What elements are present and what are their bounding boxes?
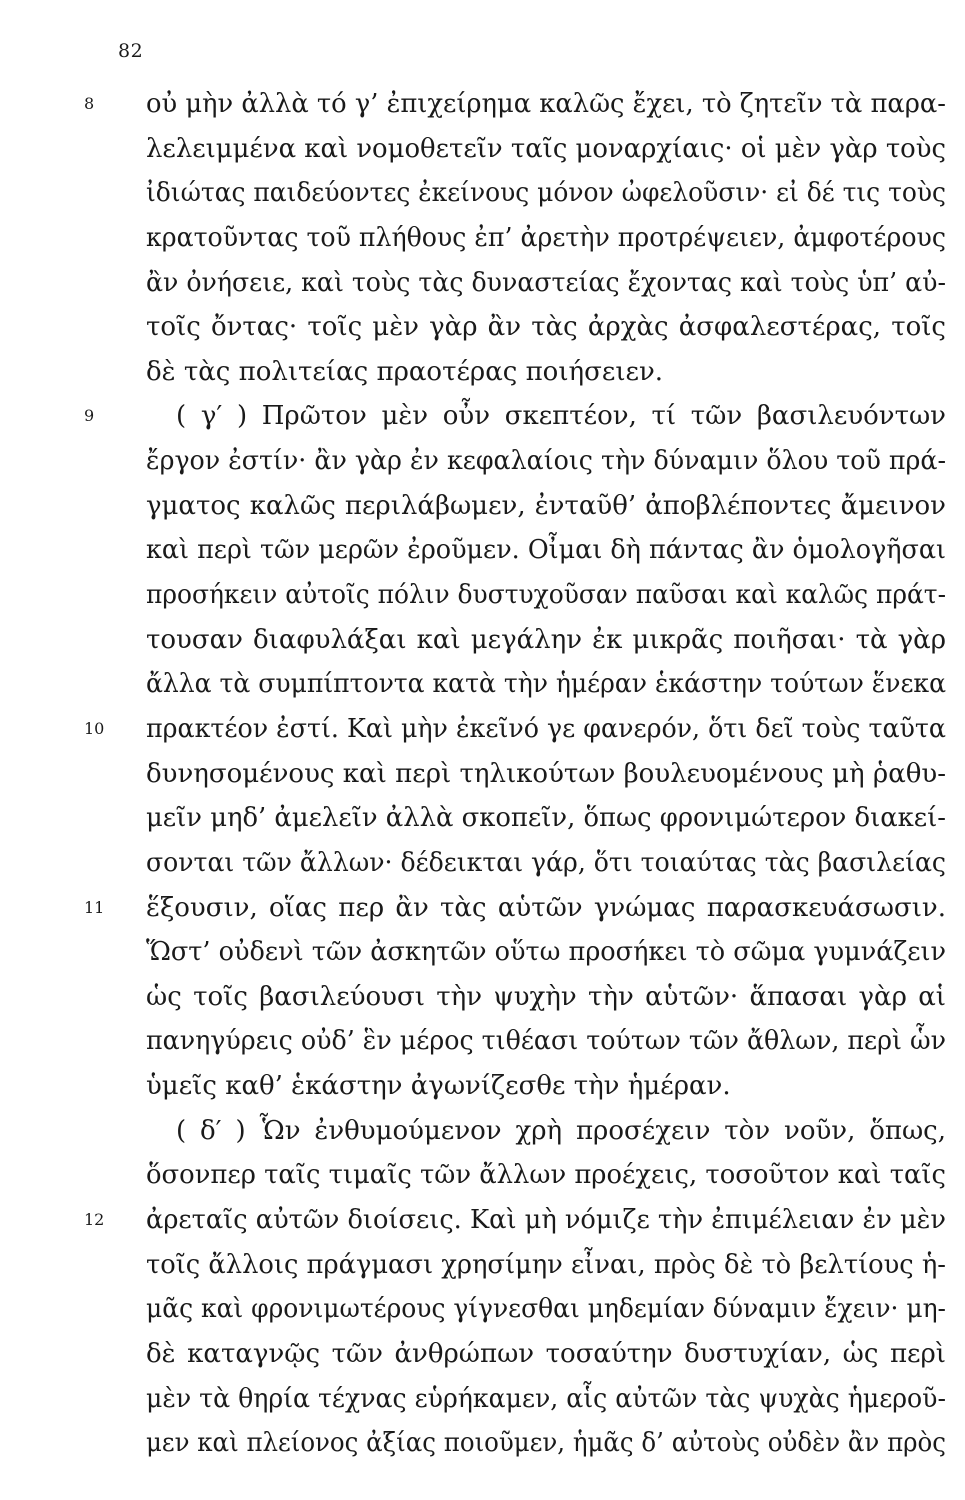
text-line (146, 171, 946, 216)
text-line (146, 1064, 946, 1109)
line-text: ἰδιώτας παιδεύοντες ἐκείνους μόνον ὠφελοῦσιν· εἰ δέ τις τοὺς (146, 178, 946, 209)
text-line (146, 350, 946, 395)
text-line (146, 216, 946, 261)
text-line (146, 1421, 946, 1466)
text-line (146, 439, 946, 484)
section-number: 9 (84, 406, 95, 426)
line-text: τοῖς ἄλλοις πράγμασι χρησίμην εἶναι, πρὸς δὲ τὸ βελτίους ἡ- (146, 1249, 946, 1280)
text-line (146, 305, 946, 350)
line-text: λελειμμένα καὶ νομοθετεῖν ταῖς μοναρχίαις· οἱ μὲν γὰρ τοὺς (146, 133, 946, 164)
text-line (84, 1198, 946, 1243)
line-text: πρακτέον ἐστί. Καὶ μὴν ἐκεῖνό γε φανερόν, ὅτι δεῖ τοὺς ταῦτα (146, 713, 946, 744)
line-text: μᾶς καὶ φρονιμωτέρους γίγνεσθαι μηδεμίαν δύναμιν ἔχειν· μη- (146, 1294, 946, 1325)
text-line (146, 1109, 946, 1154)
section-number: 10 (84, 718, 105, 738)
line-text: σονται τῶν ἄλλων· δέδεικται γάρ, ὅτι τοιαύτας τὰς βασιλείας (146, 847, 946, 878)
text-line (146, 618, 946, 663)
text-line (146, 975, 946, 1020)
text-line (146, 796, 946, 841)
text-line (146, 1377, 946, 1422)
text-line (146, 1287, 946, 1332)
line-text: ὑμεῖς καθ’ ἑκάστην ἀγωνίζεσθε τὴν ἡμέραν. (146, 1071, 731, 1102)
section-number: 12 (84, 1210, 105, 1230)
text-line (146, 662, 946, 707)
line-text: ἀρεταῖς αὐτῶν διοίσεις. Καὶ μὴ νόμιζε τὴν ἐπιμέλειαν ἐν μὲν (146, 1205, 946, 1236)
line-text: μεῖν μηδ’ ἀμελεῖν ἀλλὰ σκοπεῖν, ὅπως φρονιμώτερον διακεί- (146, 803, 946, 834)
text-line (146, 1019, 946, 1064)
line-text: μὲν τὰ θηρία τέχνας εὑρήκαμεν, αἷς αὐτῶν τὰς ψυχὰς ἡμεροῦ- (146, 1383, 946, 1414)
text-line (84, 82, 946, 127)
line-text: ἕξουσιν, οἵας περ ἂν τὰς αὑτῶν γνώμας παρασκευάσωσιν. (146, 892, 946, 923)
text-line (84, 394, 946, 439)
line-text: ἔργον ἐστίν· ἂν γὰρ ἐν κεφαλαίοις τὴν δύναμιν ὅλου τοῦ πρά- (146, 446, 946, 477)
line-text: τοῖς ὄντας· τοῖς μὲν γὰρ ἂν τὰς ἀρχὰς ἀσφαλεστέρας, τοῖς (146, 312, 946, 343)
line-text: ( δ′ ) Ὧν ἐνθυμούμενον χρὴ προσέχειν τὸν νοῦν, ὅπως, (176, 1115, 946, 1146)
line-text: προσήκειν αὐτοῖς πόλιν δυστυχοῦσαν παῦσαι καὶ καλῶς πράτ- (146, 580, 946, 611)
line-text: καὶ περὶ τῶν μερῶν ἐροῦμεν. Οἶμαι δὴ πάντας ἂν ὁμολογῆσαι (146, 535, 946, 566)
text-line (84, 707, 946, 752)
text-line (146, 127, 946, 172)
text-line (146, 261, 946, 306)
text-line (146, 1153, 946, 1198)
text-line (146, 1332, 946, 1377)
text-line (84, 886, 946, 931)
line-text: μεν καὶ πλείονος ἀξίας ποιοῦμεν, ἡμᾶς δ’ αὐτοὺς οὐδὲν ἂν πρὸς (146, 1428, 946, 1459)
line-text: πανηγύρεις οὐδ’ ἓν μέρος τιθέασι τούτων τῶν ἄθλων, περὶ ὧν (146, 1026, 946, 1057)
line-text: ὡς τοῖς βασιλεύουσι τὴν ψυχὴν τὴν αὑτῶν· ἅπασαι γὰρ αἱ (146, 981, 946, 1012)
line-text: οὐ μὴν ἀλλὰ τό γ’ ἐπιχείρημα καλῶς ἔχει, τὸ ζητεῖν τὰ παρα- (146, 89, 946, 119)
text-line (146, 484, 946, 529)
line-text: δὲ καταγνῷς τῶν ἀνθρώπων τοσαύτην δυστυχίαν, ὡς περὶ (146, 1338, 946, 1369)
page-number: 82 (118, 40, 144, 62)
text-line (146, 930, 946, 975)
line-text: Ὥστ’ οὐδενὶ τῶν ἀσκητῶν οὕτω προσήκει τὸ σῶμα γυμνάζειν (146, 937, 946, 968)
line-text: ( γ′ ) Πρῶτον μὲν οὖν σκεπτέον, τί τῶν βασιλευόντων (176, 401, 946, 432)
line-text: τουσαν διαφυλάξαι καὶ μεγάλην ἐκ μικρᾶς ποιῆσαι· τὰ γὰρ (146, 624, 946, 655)
line-text: ἄλλα τὰ συμπίπτοντα κατὰ τὴν ἡμέραν ἑκάστην τούτων ἕνεκα (146, 669, 946, 700)
line-text: κρατοῦντας τοῦ πλήθους ἐπ’ ἀρετὴν προτρέψειεν, ἀμφοτέρους (146, 222, 946, 253)
line-text: δὲ τὰς πολιτείας πραοτέρας ποιήσειεν. (146, 356, 664, 387)
section-number: 11 (84, 897, 105, 917)
text-line (146, 1243, 946, 1288)
line-text: δυνησομένους καὶ περὶ τηλικούτων βουλευομένους μὴ ῥαθυ- (146, 758, 946, 789)
text-line (146, 841, 946, 886)
line-text: ἂν ὀνήσειε, καὶ τοὺς τὰς δυναστείας ἔχοντας καὶ τοὺς ὑπ’ αὐ- (146, 267, 946, 298)
line-text: γματος καλῶς περιλάβωμεν, ἐνταῦθ’ ἀποβλέποντες ἄμεινον (146, 490, 946, 521)
section-number: 8 (84, 94, 95, 113)
text-line (146, 573, 946, 618)
line-text: ὅσονπερ ταῖς τιμαῖς τῶν ἄλλων προέχεις, τοσοῦτον καὶ ταῖς (146, 1160, 946, 1191)
text-line (146, 528, 946, 573)
body-text (84, 82, 946, 1466)
text-line (146, 752, 946, 797)
